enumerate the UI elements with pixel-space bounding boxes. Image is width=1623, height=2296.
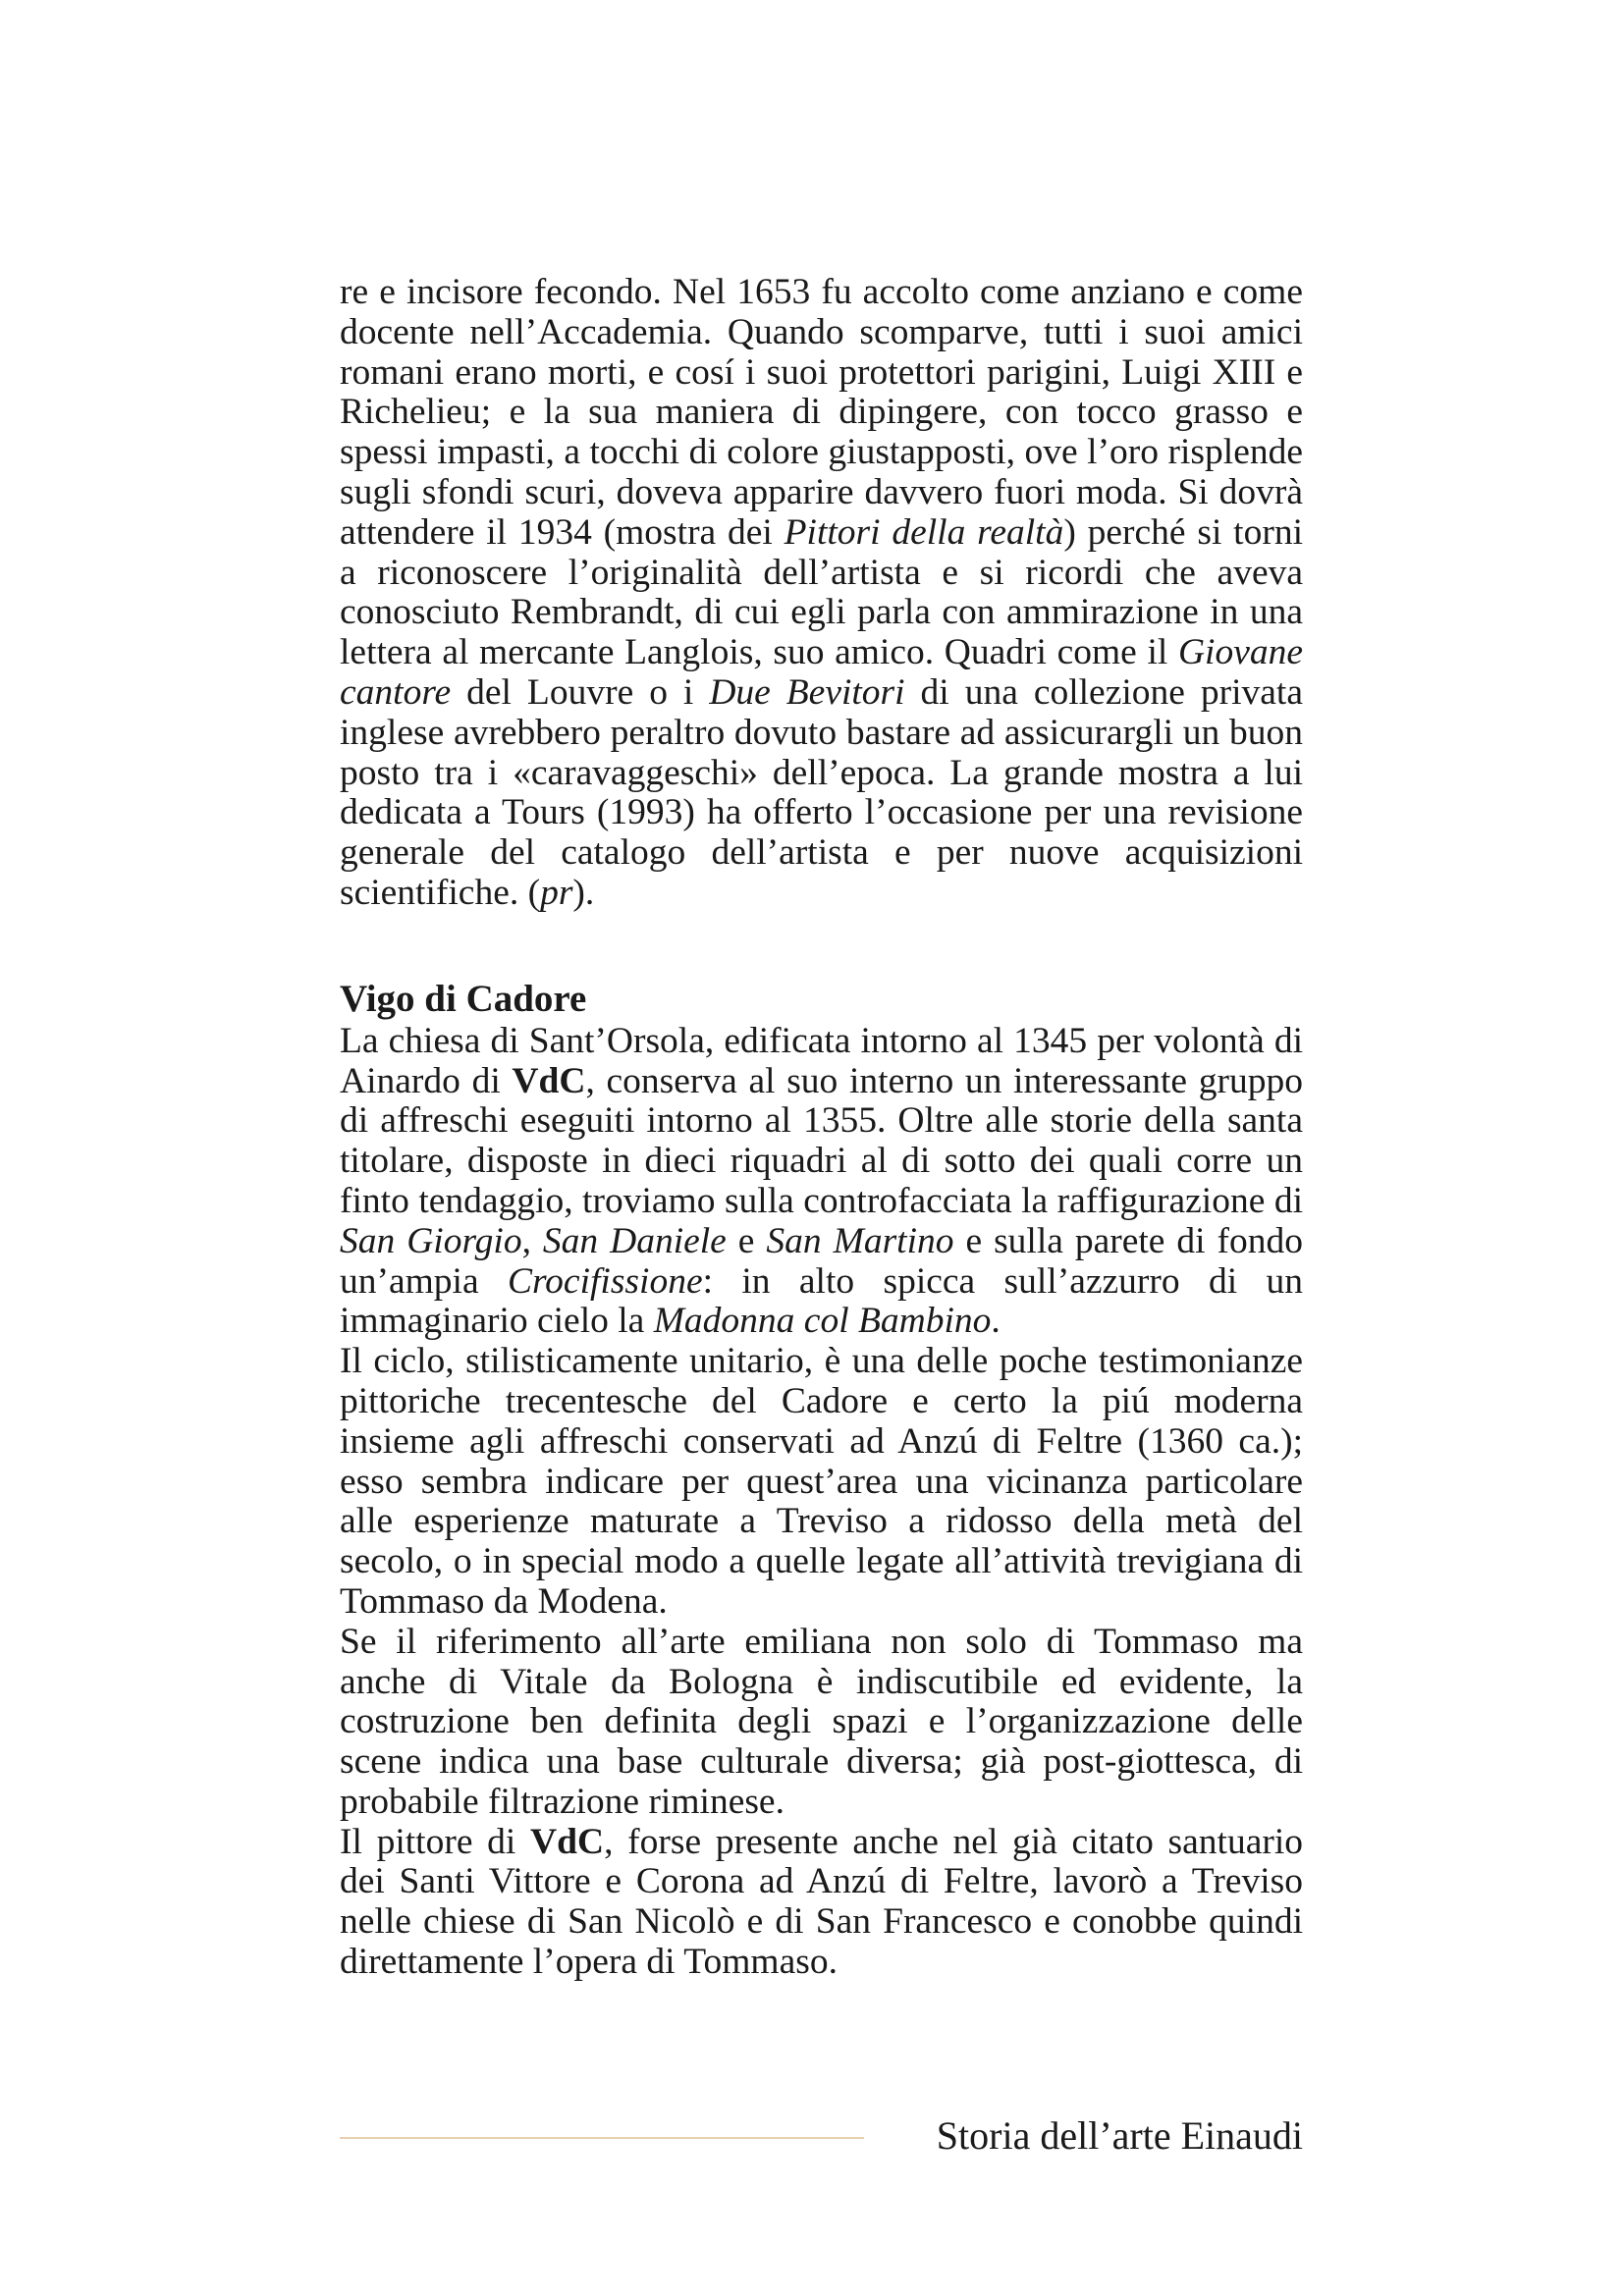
text-run: e sulla parete di fondo un’ampia xyxy=(340,1220,1303,1302)
text-run: di una collezione privata inglese avrebbero peraltro dovuto bastare ad assicurargli un buon posto tra i «caravaggeschi» dell’epoca. La grande mostra a lui dedicata a Tours (1993) ha offerto l’occasione per una revisione generale del catalogo dell’artista e per nuove acquisizioni scientifiche. ( xyxy=(340,671,1303,913)
italic-text: San Martino xyxy=(766,1220,954,1261)
italic-text: pr xyxy=(540,872,573,913)
body-paragraph xyxy=(340,1623,1303,1823)
intro-paragraph xyxy=(340,273,1303,914)
footer-rule xyxy=(340,2137,864,2139)
bold-text: VdC xyxy=(512,1060,586,1101)
body-paragraph xyxy=(340,1823,1303,1983)
text-run: Se il riferimento all’arte emiliana non solo di Tommaso ma anche di Vitale da Bologna è indiscutibile ed evidente, la costruzione ben definita degli spazi e l’organizzazione delle scene indica una base culturale diversa; già post-giottesca, di probabile filtrazione riminese. xyxy=(340,1621,1303,1822)
footer-publisher: Storia dell’arte Einaudi xyxy=(936,2113,1303,2158)
text-run: re e incisore fecondo. Nel 1653 fu accolto come anziano e come docente nell’Accademia. Quando scomparve, tutti i suoi amici romani erano morti, e cosí i suoi protettori parigini, Luigi XIII e Richelieu; e la sua maniera di dipingere, con tocco grasso e spessi impasti, a tocchi di colore giustapposti, ove l’oro risplende sugli sfondi scuri, doveva apparire davvero fuori moda. Si dovrà attendere il 1934 (mostra dei xyxy=(340,272,1303,553)
italic-text: Madonna col Bambino xyxy=(653,1301,992,1342)
italic-text: Pittori della realtà xyxy=(784,511,1064,553)
text-run: Il ciclo, stilisticamente unitario, è una delle poche testimonianze pittoriche trecentesche del Cadore e certo la piú moderna insieme agli affreschi conservati ad Anzú di Feltre (1360 ca.); esso sembra indicare per quest’area una vicinanza particolare alle esperienze maturate a Treviso a ridosso della metà del secolo, o in special modo a quelle legate all’attività trevigiana di Tommaso da Modena. xyxy=(340,1341,1303,1622)
section-body xyxy=(340,1022,1303,1983)
text-run: La chiesa di Sant’Orsola, edificata intorno al 1345 per volontà di Ainardo di xyxy=(340,1020,1303,1101)
page-body xyxy=(340,273,1303,1983)
text-run: ). xyxy=(572,872,595,913)
italic-text: San Daniele xyxy=(542,1220,727,1261)
italic-text: Crocifissione xyxy=(507,1260,703,1302)
section-heading: Vigo di Cadore xyxy=(340,977,587,1020)
italic-text: Due Bevitori xyxy=(709,671,905,713)
text-run: e xyxy=(726,1220,767,1261)
page-footer xyxy=(340,2107,1303,2165)
text-run: : in alto spicca sull’azzurro di un immaginario cielo la xyxy=(340,1260,1303,1342)
text-run: , forse presente anche nel già citato santuario dei Santi Vittore e Corona ad Anzú di Feltre, lavorò a Treviso nelle chiese di San Nicolò e di San Francesco e conobbe quindi direttamente l’opera di Tommaso. xyxy=(340,1821,1303,1983)
text-run: del Louvre o i xyxy=(451,671,710,713)
text-run: . xyxy=(991,1301,1001,1342)
text-run: ) perché si torni a riconoscere l’originalità dell’artista e si ricordi che aveva conosciuto Rembrandt, di cui egli parla con ammirazione in una lettera al mercante Langlois, suo amico. Quadri come il xyxy=(340,511,1304,673)
body-paragraph xyxy=(340,1022,1303,1342)
body-paragraph xyxy=(340,1342,1303,1623)
bold-text: VdC xyxy=(530,1821,605,1862)
text-run: Il pittore di xyxy=(340,1821,531,1862)
italic-text: San Giorgio xyxy=(340,1220,522,1261)
italic-text: Giovane cantore xyxy=(340,632,1303,713)
text-run: , xyxy=(521,1220,543,1261)
text-run: , conserva al suo interno un interessante gruppo di affreschi eseguiti intorno al 1355. Oltre alle storie della santa titolare, disposte in dieci riquadri al di sotto dei quali corre un finto tendaggio, troviamo sulla controfacciata la raffigurazione di xyxy=(340,1060,1303,1221)
